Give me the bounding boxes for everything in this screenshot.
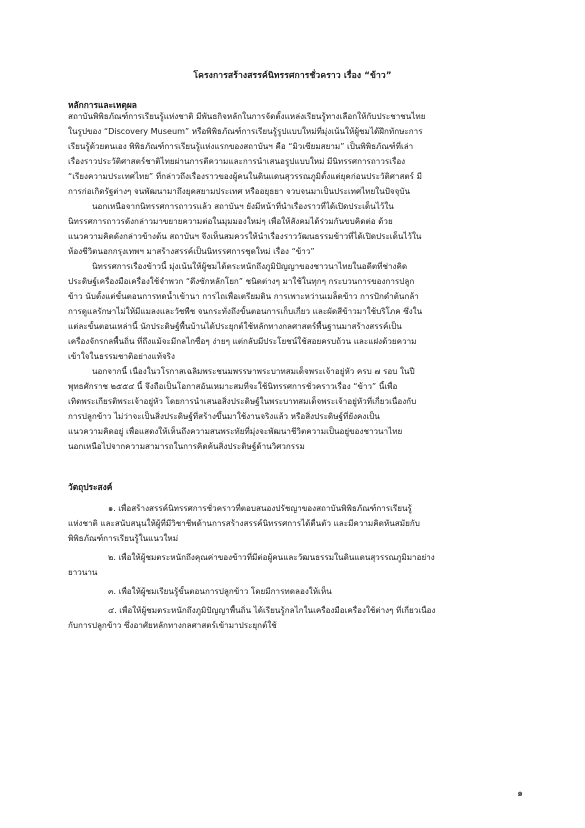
paragraph-line: สถาบันพิพิธภัณฑ์การเรียนรู้แห่งชาติ มีพันธกิจหลักในการจัดตั้งแหล่งเรียนรู้ทางเลือกให้กับประชาชนไทย [68, 111, 426, 121]
paragraph-line: ข้าว นับตั้งแต่ขั้นตอนการทดน้ำเข้านา การไถเพื่อเตรียมดิน การเพาะหว่านเมล็ดข้าว การปักดำต้นกล้า [68, 291, 419, 301]
paragraph-line: นอกเหนือไปจากความสามารถในการคิดค้นสิ่งประดิษฐ์ด้านวิศวกรรม [68, 441, 305, 451]
paragraph-line: ในรูปของ “Discovery Museum” หรือพิพิธภัณฑ์การเรียนรู้รูปแบบใหม่ที่มุ่งเน้นให้ผู้ชมได้ฝึกทักษะการ [68, 126, 423, 136]
paragraph-line: เทิดพระเกียรติพระเจ้าอยู่หัว โดยการนำเสนอสิ่งประดิษฐ์ในพระบาทสมเด็จพระเจ้าอยู่หัวที่เกี่ยวเนื่องกับ [68, 396, 417, 406]
paragraph-line: การก่อเกิดรัฐต่างๆ จนพัฒนามาถึงยุคสยามประเทศ หรืออยุธยา จวบจนมาเป็นประเทศไทยในปัจจุบัน [68, 186, 411, 196]
paragraph-line: เครื่องจักรกลพื้นถิ่น ที่ถึงแม้จะมีกลไกซื่อๆ ง่ายๆ แต่กลับมีประโยชน์ใช้สอยครบถ้วน และแฝงด้วยความ [68, 336, 417, 346]
objective-line: ๓. เพื่อให้ผู้ชมเรียนรู้ขั้นตอนการปลูกข้าว โดยมีการทดลองให้เห็น [108, 586, 332, 596]
page-number: ๑ [517, 789, 523, 799]
paragraph-line: พุทธศักราช ๒๕๕๔ นี้ จึงถือเป็นโอกาสอันเหมาะสมที่จะใช้นิทรรศการชั่วคราวเรื่อง “ข้าว” นี้เพื่อ [68, 381, 398, 391]
objective-line: พิพิธภัณฑ์การเรียนรู้ในแนวใหม่ [68, 533, 179, 543]
objective-line: ยาวนาน [68, 567, 98, 577]
paragraph-line: นิทรรศการถาวรดังกล่าวมาขยายความต่อในมุมมองใหม่ๆ เพื่อให้สังคมได้ร่วมกันขบคิดต่อ ด้วย [68, 216, 393, 226]
objective-line: กับการปลูกข้าว ซึ่งอาศัยหลักทางกลศาสตร์เข้ามาประยุกต์ใช้ [68, 620, 277, 630]
paragraph-line: เรื่องราวประวัติศาสตร์ชาติไทยผ่านการตีความและการนำเสนอรูปแบบใหม่ มีนิทรรศการถาวรเรื่อง [68, 156, 406, 166]
objective-line: ๑. เพื่อสร้างสรรค์นิทรรศการชั่วคราวที่ตอบสนองปรัชญาของสถาบันพิพิธภัณฑ์การเรียนรู้ [108, 503, 412, 513]
paragraph-line: แนวความคิดดังกล่าวข้างต้น สถาบันฯ จึงเห็นสมควรให้นำเรื่องราววัฒนธรรมข้าวที่ได้เปิดประเด็นไว้ใน [68, 231, 422, 241]
document-title: โครงการสร้างสรรค์นิทรรศการชั่วคราว เรื่อง “ข้าว” [193, 71, 392, 81]
paragraph-line: นอกจากนี้ เนื่องในวโรกาสเฉลิมพระชนมพรรษาพระบาทสมเด็จพระเจ้าอยู่หัว ครบ ๗ รอบ ในปี [92, 366, 415, 376]
paragraph-line: “เรียงความประเทศไทย” ที่กล่าวถึงเรื่องราวของผู้คนในดินแดนสุวรรณภูมิตั้งแต่ยุคก่อนประวัติศาสตร์ มี [68, 171, 422, 181]
paragraph-line: นอกเหนือจากนิทรรศการถาวรแล้ว สถาบันฯ ยังมีหน้าที่นำเรื่องราวที่ได้เปิดประเด็นไว้ใน [92, 201, 394, 211]
objective-line: ๔. เพื่อให้ผู้ชมตระหนักถึงภูมิปัญญาพื้นถิ่น ได้เรียนรู้กลไกในเครื่องมือเครื่องใช้ต่างๆ ที่เกี่ยวเนื่อง [108, 605, 436, 615]
paragraph-line: นิทรรศการเรื่องข้าวนี้ มุ่งเน้นให้ผู้ชมได้ตระหนักถึงภูมิปัญญาของชาวนาไทยในอดีตที่ช่างคิด [92, 261, 408, 271]
paragraph-line: การดูแลรักษาไม่ให้มีแมลงและวัชพืช จนกระทั่งถึงขั้นตอนการเก็บเกี่ยว และผัดสีข้าวมาใช้บริโภค ซึ่งใน [68, 306, 423, 316]
paragraph-line: ประดิษฐ์เครื่องมือเครื่องใช้จำพวก “ดึงซักหลักโยก” ชนิดต่างๆ มาใช้ในทุกๆ กระบวนการของการปลูก [68, 276, 415, 286]
paragraph-line: แต่ละขั้นตอนเหล่านี้ นักประดิษฐ์พื้นบ้านได้ประยุกต์ใช้หลักทางกลศาสตร์พื้นฐานมาสร้างสรรค์เป็น [68, 321, 402, 331]
paragraph-line: ห้องชีวิตนอกกรุงเทพฯ มาสร้างสรรค์เป็นนิทรรศการชุดใหม่ เรื่อง “ข้าว” [68, 246, 315, 256]
paragraph-line: แนวความคิดอยู่ เพื่อแสดงให้เห็นถึงความสนพระทัยที่มุ่งจะพัฒนาชีวิตความเป็นอยู่ของชาวนาไทย [68, 426, 403, 436]
objective-line: แห่งชาติ และสนับสนุนให้ผู้ที่มีวิชาชีพด้านการสร้างสรรค์นิทรรศการได้ตื่นตัว และมีความคิดหันสมัยกับ [68, 518, 420, 528]
paragraph-line: เรียนรู้ด้วยตนเอง พิพิธภัณฑ์การเรียนรู้แห่งแรกของสถาบันฯ คือ “มิวเซียมสยาม” เป็นพิพิธภัณฑ์ที่เล่า [68, 141, 414, 151]
paragraph-line: เข้าใจในธรรมชาติอย่างแท้จริง [68, 351, 175, 361]
objective-line: ๒. เพื่อให้ผู้ชมตระหนักถึงคุณค่าของข้าวที่มีต่อผู้คนและวัฒนธรรมในดินแดนสุวรรณภูมิมาอย่าง [108, 552, 435, 562]
rationale-heading: หลักการและเหตุผล [68, 100, 137, 110]
paragraph-line: การปลูกข้าว ไม่ว่าจะเป็นสิ่งประดิษฐ์ที่สร้างขึ้นมาใช้งานจริงแล้ว หรือสิ่งประดิษฐ์ที่ยังคงเป็น [68, 411, 380, 421]
objectives-heading: วัตถุประสงค์ [68, 482, 113, 492]
